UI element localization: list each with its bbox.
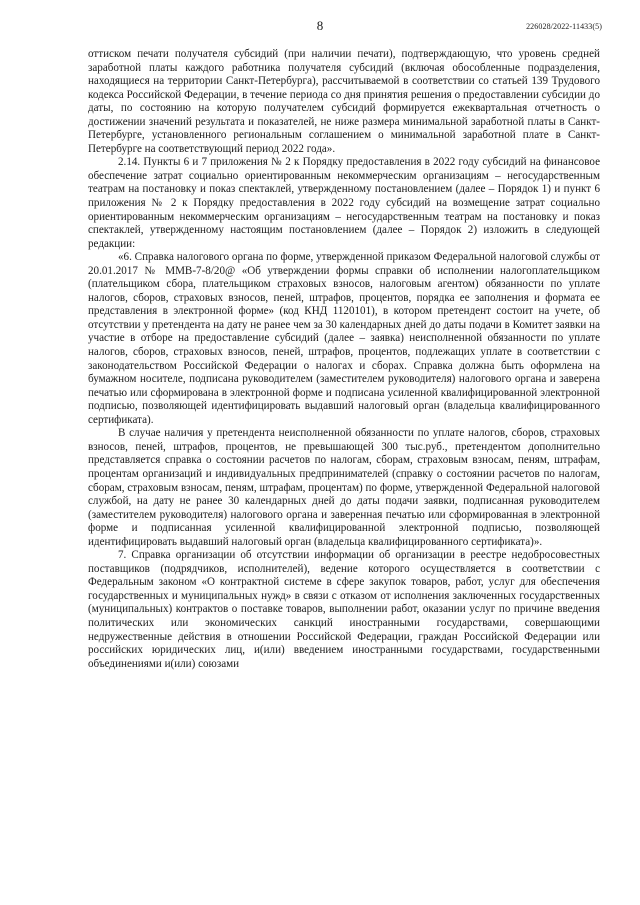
paragraph-item-6: «6. Справка налогового органа по форме, утвержденной приказом Федеральной налоговой службы от 20.01.2017 № ММВ-7-8/20@ «Об утверждении формы справки об исполнении налогоплательщиком (плательщиком сбора, плательщиком страховых взносов, налоговым агентом) обязанности по уплате налогов, сборов, страховых взносов, пеней, штрафов, процентов, порядка ее заполнения и формата ее представления в электронной форме» (код КНД 1120101), в котором претендент состоит на учете, об отсутствии у претендента на дату не ранее чем за 30 календарных дней до даты подачи в Комитет заявки на участие в отборе на предоставление субсидий (далее – заявка) неисполненной обязанности по уплате налогов, сборов, страховых взносов, пеней, штрафов, процентов, подлежащих уплате в соответствии с законодательством Российской Федерации о налогах и сборах. Справка должна быть оформлена на бумажном носителе, подписана руководителем (заместителем руководителя) налогового органа и заверена печатью или сформирована в электронной форме и подписана усиленной квалифицированной электронной подписью, позволяющей идентифицировать выдавший налоговый орган (владельца квалифицированного сертификата). bbox=[88, 251, 600, 426]
paragraph-2-14: 2.14. Пункты 6 и 7 приложения № 2 к Порядку предоставления в 2022 году субсидий на финансовое обеспечение затрат социально ориентированным некоммерческим организациям – негосударственным театрам на постановку и показ спектаклей, утвержденному постановлением (далее – Порядок 1) и пункт 6 приложения № 2 к Порядку предоставления в 2022 году субсидий на возмещение затрат социально ориентированным некоммерческим организациям – негосударственным театрам на постановку и показ спектаклей, утвержденному настоящим постановлением (далее – Порядок 2) изложить в следующей редакции: bbox=[88, 156, 600, 250]
paragraph-continuation: оттиском печати получателя субсидий (при наличии печати), подтверждающую, что уровень средней заработной платы каждого работника получателя субсидий (включая обособленные подразделения, находящиеся на территории Санкт-Петербурга), рассчитываемой в соответствии со статьей 139 Трудового кодекса Российской Федерации, в течение периода со дня принятия решения о предоставлении субсидии до даты, по состоянию на которую получателем субсидий формируется ежеквартальная отчетность о достижении значений результата и показателей, не ниже размера минимальной заработной платы в Санкт-Петербурге, установленного региональным соглашением о минимальной заработной плате в Санкт-Петербурге на соответствующий период 2022 года». bbox=[88, 48, 600, 155]
paragraph-item-6-continued: В случае наличия у претендента неисполненной обязанности по уплате налогов, сборов, страховых взносов, пеней, штрафов, процентов, не превышающей 300 тыс.руб., претендентом дополнительно представляется справка о состоянии расчетов по налогам, сборам, страховым взносам, пеням, штрафам, процентам организаций и индивидуальных предпринимателей (справку о состоянии расчетов по налогам, сборам, страховым взносам, пеням, штрафам, процентам) по форме, утвержденной Федеральной налоговой службой, на дату не ранее 30 календарных дней до даты подачи заявки, подписанная руководителем (заместителем руководителя) налогового органа и заверенная печатью или сформированная в электронной форме и подписанная усиленной квалифицированной электронной подписью, позволяющей идентифицировать выдавший налоговый орган (владельца квалифицированного сертификата)». bbox=[88, 427, 600, 548]
paragraph-item-7: 7. Справка организации об отсутствии информации об организации в реестре недобросовестных поставщиков (подрядчиков, исполнителей), ведение которого осуществляется в соответствии с Федеральным законом «О контрактной системе в сфере закупок товаров, работ, услуг для обеспечения государственных и муниципальных нужд» в связи с отказом от исполнения заключенных государственных (муниципальных) контрактов о поставке товаров, выполнении работ, оказании услуг по причине введения политических или экономических санкций иностранными государствами, совершающими недружественные действия в отношении Российской Федерации, граждан Российской Федерации или российских юридических лиц, и(или) введением иностранными государствами, государственными объединениями и(или) союзами bbox=[88, 549, 600, 670]
document-body bbox=[88, 48, 600, 671]
document-code: 226028/2022-11433(5) bbox=[526, 22, 602, 31]
page-number: 8 bbox=[316, 18, 324, 33]
